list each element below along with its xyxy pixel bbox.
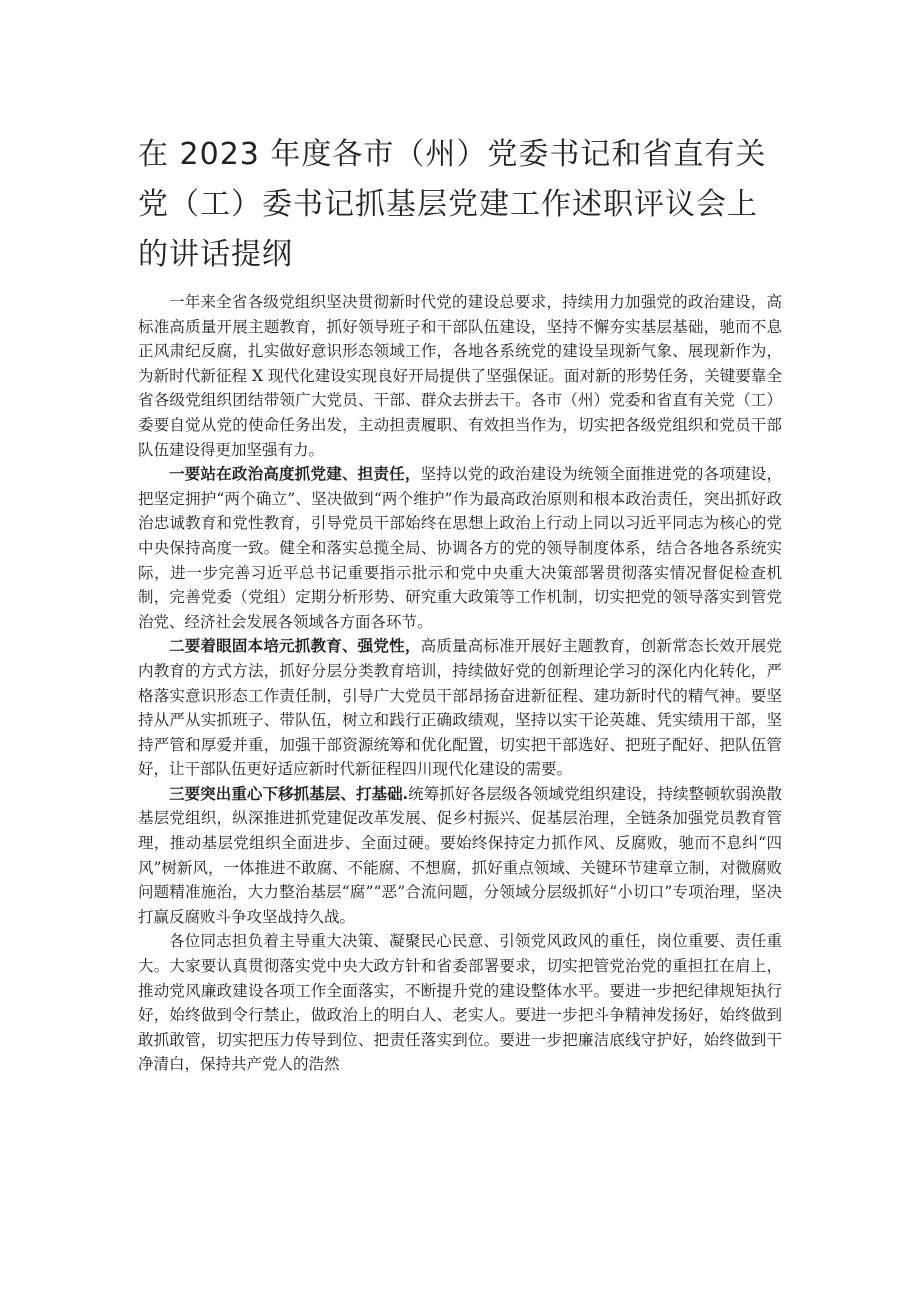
paragraph-text: 高质量高标准开展好主题教育，创新常态长效开展党内教育的方式方法，抓好分层分类教育培训，持续做好党的创新理论学习的深化内化转化，严格落实意识形态工作责任制，引导广大党员干部昂扬奋进新征程、建功新时代的精气神。要坚持从严从实抓班子、带队伍，树立和践行正确政绩观，坚持以实干论英雄、凭实绩用干部，坚持严管和厚爱并重，加强干部资源统筹和优化配置，切实把干部选好、把班子配好、把队伍管好，让干部队伍更好适应新时代新征程四川现代化建设的需要。 (138, 637, 782, 779)
paragraph-point-one (138, 462, 782, 634)
document-body (138, 290, 782, 1077)
paragraph-text: 一年来全省各级党组织坚决贯彻新时代党的建设总要求，持续用力加强党的政治建设，高标准高质量开展主题教育，抓好领导班子和干部队伍建设，坚持不懈夯实基层基础，驰而不息正风肃纪反腐，扎实做好意识形态领域工作，各地各系统党的建设呈现新气象、展现新作为，为新时代新征程 X 现代化建设实现良好开局提供了坚强保证。面对新的形势任务，关键要靠全省各级党组织团结带领广大党员、干部、群众去拼去干。各市（州）党委和省直有关党（工）委要自觉从党的使命任务出发，主动担责履职、有效担当作为，切实把各级党组织和党员干部队伍建设得更加坚强有力。 (138, 293, 782, 459)
paragraph-point-three (138, 782, 782, 930)
paragraph-text: 各位同志担负着主导重大决策、凝聚民心民意、引领党风政风的重任，岗位重要、责任重大。大家要认真贯彻落实党中央大政方针和省委部署要求，切实把管党治党的重担扛在肩上，推动党风廉政建设各项工作全面落实，不断提升党的建设整体水平。要进一步把纪律规矩执行好，始终做到令行禁止，做政治上的明白人、老实人。要进一步把斗争精神发扬好，始终做到敢抓敢管，切实把压力传导到位、把责任落实到位。要进一步把廉洁底线守护好，始终做到干净清白，保持共产党人的浩然 (138, 932, 782, 1074)
paragraph-text: 统筹抓好各层级各领域党组织建设，持续整顿软弱涣散基层党组织，纵深推进抓党建促改革发展、促乡村振兴、促基层治理，全链条加强党员教育管理，推动基层党组织全面进步、全面过硬。要始终保持定力抓作风、反腐败，驰而不息纠“四风”树新风，一体推进不敢腐、不能腐、不想腐，抓好重点领域、关键环节建章立制，对微腐败问题精准施治，大力整治基层“腐”“恶”合流问题，分领域分层级抓好“小切口”专项治理，坚决打赢反腐败斗争攻坚战持久战。 (138, 784, 782, 926)
paragraph-closing (138, 929, 782, 1077)
paragraph-text: 坚持以党的政治建设为统领全面推进党的各项建设，把坚定拥护“两个确立”、坚决做到“两个维护”作为最高政治原则和根本政治责任，突出抓好政治忠诚教育和党性教育，引导党员干部始终在思想上政治上行动上同以习近平同志为核心的党中央保持高度一致。健全和落实总揽全局、协调各方的党的领导制度体系，结合各地各系统实际，进一步完善习近平总书记重要指示批示和党中央重大决策部署贯彻落实情况督促检查机制，完善党委（党组）定期分析形势、研究重大政策等工作机制，切实把党的领导落实到管党治党、经济社会发展各领域各方面各环节。 (138, 465, 782, 631)
paragraph-point-two (138, 634, 782, 782)
paragraph-lead: 三要突出重心下移抓基层、打基础. (169, 783, 409, 803)
document-title: 在 2023 年度各市（州）党委书记和省直有关党（工）委书记抓基层党建工作述职评议会上的讲话提纲 (138, 137, 767, 272)
paragraph-lead: 二要着眼固本培元抓教育、强党性， (169, 636, 421, 656)
paragraph-lead: 一要站在政治高度抓党建、担责任， (169, 464, 421, 484)
paragraph-intro (138, 290, 782, 462)
